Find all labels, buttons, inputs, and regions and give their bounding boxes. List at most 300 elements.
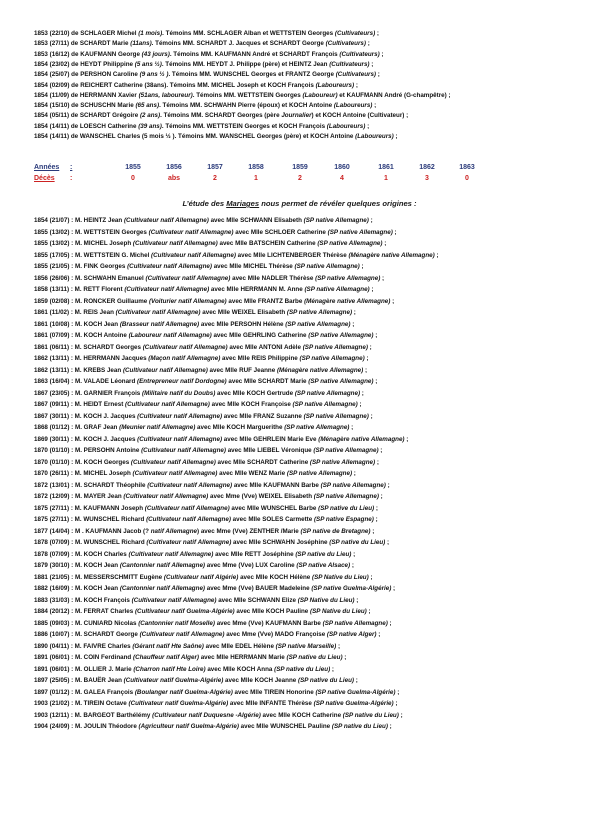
record-part: (SP native Allemagne) — [308, 332, 374, 339]
record-part: 1859 (02/08) : M. RONCKER Guillaume — [34, 297, 149, 305]
record-part: (Cultivateur natif Allemagne) — [123, 217, 209, 224]
marriage-record — [34, 308, 356, 317]
record-part: 1884 (20/12) : M. FERRAT Charles — [34, 608, 135, 615]
record-part: (SP native Allemagne) — [309, 458, 376, 466]
record-part: 1861 (10/08) : M. KOCH Jean — [34, 320, 120, 328]
record-part: (Boulanger natif Guelma-Algérie) — [134, 688, 233, 696]
stats-year: 1858 — [248, 164, 264, 171]
record-part: (Cultivateur natif Allemagne) — [145, 274, 231, 282]
record-part: 1855 (17/05) : M. WETTSTEIN G. Michel — [34, 251, 152, 259]
record-part: (Cultivateur natif Allemagne) — [132, 470, 218, 477]
record-part: ; — [392, 228, 397, 236]
record-part: avec Mlle EDEL Hélène — [203, 642, 276, 650]
record-part: ; — [375, 30, 379, 37]
record-part: (Laboureurs) — [315, 81, 355, 89]
marriage-record — [34, 377, 377, 386]
record-part: ; — [360, 389, 364, 397]
marriage-record — [34, 619, 392, 628]
record-part: 1863 (16/04) : M. VALADE Léonard — [34, 378, 138, 385]
record-part: (SP native Allemagne) — [327, 228, 393, 236]
marriage-record — [34, 354, 369, 363]
record-part: avec Mlle MICHEL Thérèse — [211, 263, 295, 270]
record-part: (Cultivateur natif Allemagne) — [123, 493, 209, 500]
record-part: ; — [367, 343, 372, 351]
stats-death-count: 0 — [131, 175, 135, 182]
record-part: (Militaire natif du Doubs) — [142, 389, 216, 397]
record-part: Journalier — [281, 112, 312, 120]
intro-before: L’étude des — [182, 199, 227, 208]
record-part: (Cultivateur natif Allemagne) — [115, 309, 201, 316]
record-part: (Ménagère native Allemagne) — [304, 297, 391, 305]
record-part: 1883 (31/03) : M. KOCH François — [34, 596, 132, 604]
record-part: ; — [369, 286, 374, 293]
record-part: avec Mlle SCHWANN Elize — [216, 596, 298, 604]
record-part: (Laboureurs) — [333, 102, 373, 110]
record-part: avec Mlle KOCH Pauline — [234, 608, 311, 615]
record-part: 1858 (13/11) : M. RETT Florent — [34, 286, 125, 293]
record-part: (Gérant natif Hte Saône) — [132, 642, 204, 650]
record-part: 1904 (24/09) : M. JOULIN Théodore — [34, 723, 139, 730]
record-part: (Cultivateur natif Allemagne) — [146, 516, 231, 523]
record-part: ; — [373, 516, 378, 523]
death-record — [34, 101, 376, 110]
record-part: (Maçon natif Allemagne) — [148, 355, 221, 362]
record-part: . Témoins MM. SCHLAGER Alban et WETTSTEIN Georges — [162, 30, 335, 37]
record-part: . Témoins MM. WUNSCHEL Georges et FRANTZ George — [168, 71, 336, 79]
record-part: (Laboureurs) — [355, 133, 394, 140]
record-part: 1879 (30/10) : M. KOCH Jean — [34, 562, 120, 569]
record-part: (Cultivateur natif Allemagne) — [128, 550, 214, 558]
marriage-record — [34, 481, 390, 490]
record-part: avec Mme (Vve) LUX Caroline — [205, 562, 297, 569]
stats-year: 1857 — [207, 164, 223, 171]
record-part: (Cantonnier natif Allemagne) — [119, 585, 206, 592]
record-part: (SP native Allemagne) — [294, 389, 361, 397]
marriage-record — [34, 596, 358, 605]
record-part: ; — [359, 263, 364, 270]
record-part: avec Mlle SCHARDT Marie — [226, 378, 309, 385]
marriage-record — [34, 504, 378, 513]
record-part: ; — [390, 297, 395, 305]
record-part: avec Mlle KOCH Gertrude — [215, 389, 295, 397]
record-part: ; — [354, 81, 358, 89]
record-part: (SP native Marseille) — [275, 642, 337, 650]
record-part: 1854 (02/09) de REICHERT Catherine (38ans). Témoins MM. MICHEL Joseph et KOCH François — [34, 81, 316, 89]
record-part: ; — [376, 631, 381, 638]
marriage-record — [34, 285, 373, 294]
record-part: ; — [365, 40, 370, 48]
record-part: (Cultivateurs) — [339, 50, 380, 58]
marriage-record — [34, 435, 408, 444]
stats-death-count: 1 — [254, 175, 258, 182]
record-part: 1867 (09/11) : M. HEIDT Ernest — [34, 401, 126, 408]
record-part: ; — [354, 677, 358, 684]
record-part: (Laboureur) — [302, 91, 338, 99]
record-part: (SP native Allemagne) — [322, 619, 388, 627]
record-part: (1 mois) — [138, 30, 163, 37]
record-part: ; — [365, 122, 370, 130]
record-part: (SP native du Lieu) — [286, 654, 343, 661]
record-part: (Cultivateur natif Allemagne) — [122, 366, 208, 374]
marriage-record — [34, 550, 355, 559]
record-part: (Cultivateur natif Allemagne) — [124, 286, 210, 293]
record-part: ; — [387, 723, 392, 730]
record-part: (SP native Espagne) — [313, 516, 374, 523]
record-part: (SP native Guelma-Algérie) — [313, 700, 394, 707]
record-part: (Cultivateur natif Allemagne) — [139, 631, 225, 638]
record-part: avec Mlle KOCH Anna — [205, 665, 275, 673]
record-part: . Témoins MM. WETTSTEIN Georges — [192, 91, 303, 99]
death-record — [34, 60, 373, 69]
record-part: (Agriculteur natif Guelma-Algérie) — [138, 723, 239, 730]
marriage-record — [34, 331, 377, 340]
record-part: 1853 (16/12) de KAUFMANN George — [34, 50, 142, 58]
record-part: (SP native Allemagne) — [303, 412, 369, 420]
record-part: ; — [387, 619, 392, 627]
record-part: 1867 (23/05) : M. GARNIER François — [34, 389, 143, 397]
stats-year: 1856 — [166, 164, 182, 171]
record-part: 1903 (12/11) : M. BARGEOT Barthélémy — [34, 711, 153, 719]
record-part: . Témoins MM. KAUFMANN André et SCHARDT François — [169, 50, 340, 58]
record-part: avec Mlle RETT Joséphine — [213, 550, 296, 558]
marriage-record — [34, 458, 379, 467]
record-part: (Cultivateurs) — [335, 71, 377, 79]
marriage-record — [34, 630, 380, 639]
record-part: (Cultivateur natif Allemagne) — [127, 263, 212, 270]
record-part: (Brasseur natif Allemagne) — [119, 320, 200, 328]
record-part: 1870 (01/10) : M. PERSOHN Antoine — [34, 447, 142, 454]
record-part: (SP native du Lieu) — [274, 665, 331, 673]
record-part: (Cultivateur natif Guelma-Algérie) — [134, 608, 235, 615]
record-part: (SP native du Lieu) — [297, 677, 355, 684]
marriage-record — [34, 527, 374, 536]
marriage-record — [34, 400, 362, 409]
stats-death-count: 2 — [213, 175, 217, 182]
marriage-record — [34, 251, 439, 260]
record-part: (SP native du Lieu) — [295, 550, 352, 558]
marriage-record — [34, 412, 373, 421]
record-part: 1875 (27/11) : M. WUNSCHEL Richard — [34, 516, 147, 523]
record-part: avec Mlle HERRMANN M. Anne — [209, 286, 305, 293]
marriage-record — [34, 653, 346, 662]
record-part: 1854 (23/02) de HEYDT Philippine — [34, 60, 135, 68]
record-part: (Cultivateur natif Allemagne) — [146, 539, 232, 546]
record-part: 1878 (07/09) : M. KOCH Charles — [34, 550, 129, 558]
record-part: avec Mme (Vve) WEIXEL Elisabeth — [208, 493, 314, 500]
record-part: ; — [350, 562, 354, 569]
record-part: ; — [368, 573, 373, 581]
record-part: avec Mlle WUNSCHEL Pauline — [238, 723, 332, 730]
marriage-record — [34, 665, 334, 674]
record-part: (SP native Allemagne) — [285, 320, 351, 328]
record-part: (43 jours) — [141, 50, 170, 58]
record-part: et KAUFMANN André (G-champêtre) ; — [337, 91, 451, 99]
record-part: 1891 (06/01) : M. OLLIER J. Marie — [34, 665, 134, 673]
record-part: avec Mlle INFANTE Thérèse — [228, 700, 314, 707]
record-part: ; — [385, 481, 390, 489]
record-part: (Cultivateurs) — [329, 60, 370, 68]
intro-underlined: Mariages — [226, 199, 260, 208]
stats-year: 1861 — [378, 164, 394, 171]
record-part: ; — [368, 217, 373, 224]
record-part: ; — [374, 504, 378, 512]
marriage-record — [34, 262, 364, 271]
marriage-record — [34, 711, 403, 720]
marriage-record — [34, 722, 392, 731]
record-part: (SP native Allemagne) — [313, 493, 379, 500]
record-part: (SP native du Lieu) — [329, 539, 386, 546]
marriage-record — [34, 343, 372, 352]
record-part: ; — [373, 332, 378, 339]
record-part: 1881 (21/05) : M. MESSERSCHMITT Eugène — [34, 573, 164, 581]
marriage-record — [34, 573, 373, 582]
stats-year: 1863 — [459, 164, 475, 171]
record-part: ; — [336, 642, 341, 650]
record-part: (Cultivateur natif Allemagne) — [131, 596, 217, 604]
record-part: ; — [370, 527, 375, 535]
record-part: (SP native Guelma-Algérie) — [315, 688, 396, 696]
record-part: 1855 (13/02) : M. MICHEL Joseph — [34, 240, 133, 247]
record-part: (Cultivateur natif Allemagne) — [151, 251, 236, 259]
record-part: avec Mlle GEHRLEIN Marie Eve — [222, 435, 319, 443]
record-part: ) avec Mme (Vve) ZENTHER /Marie — [197, 527, 301, 535]
record-part: avec Mme (Vve) MADO Françoise — [224, 631, 327, 638]
stats-death-count: abs — [167, 175, 181, 182]
marriage-record — [34, 688, 399, 697]
record-part: (Ménagère native Allemagne) — [276, 366, 364, 374]
record-part: ; — [382, 240, 387, 247]
death-record — [34, 122, 369, 131]
record-part: (Cultivateur natif Allemagne) — [137, 435, 223, 443]
stats-death-count: 1 — [384, 175, 388, 182]
record-part: 1856 (26/06) : M. SCHWAHN Emanuel — [34, 274, 146, 282]
record-part: (Cultivateur natif Allemagne) — [141, 447, 226, 454]
death-record — [34, 29, 379, 38]
marriage-record — [34, 274, 384, 283]
record-part: (Cultivateur natif Allemagne) — [137, 412, 223, 420]
death-record — [34, 91, 451, 100]
record-part: 1903 (21/02) : M. TIREIN Octave — [34, 700, 129, 707]
record-part: 1877 (14/04) : M . KAUFMANN Jacob (? — [34, 527, 151, 535]
record-part: ; — [372, 102, 377, 110]
record-part: avec Mlle REIS Philippine — [220, 355, 300, 362]
record-part: avec Mlle LICHTENBERGER Thérèse — [235, 251, 349, 259]
record-part: . Témoins MM. HEYDT J. Philippe (père) et HEINTZ Jean — [161, 60, 330, 68]
marriage-record — [34, 699, 397, 708]
record-part: 1853 (22/10) de SCHLAGER Michel — [34, 30, 139, 37]
record-part: ; — [357, 401, 362, 408]
record-part: 1886 (10/07) : M. SCHARDT George — [34, 631, 140, 638]
years-colon: : — [70, 164, 73, 171]
record-part: 1897 (01/12) : M. GALEA François — [34, 688, 135, 696]
stats-year: 1855 — [125, 164, 141, 171]
record-part: (11ans) — [130, 40, 152, 48]
record-part: ; — [368, 412, 373, 420]
record-part: 1890 (04/11) : M. FAIVRE Charles — [34, 642, 133, 650]
record-part: ; — [352, 309, 356, 316]
record-part: (SP native Allemagne) — [286, 309, 353, 316]
record-part: avec Mlle NADLER Thérèse — [230, 274, 316, 282]
marriage-record — [34, 366, 367, 375]
record-part: (SP native Allemagne) — [299, 355, 365, 362]
record-part: (SP native Allemagne) — [317, 240, 383, 247]
record-part: (SP native Allemagne) — [302, 343, 368, 351]
record-part: (SP native Allemagne) — [313, 447, 379, 454]
record-part: (SP Native du Lieu) — [310, 608, 367, 615]
record-part: 1868 (01/12) : M. GRAF Jean — [34, 424, 120, 431]
record-part: (SP native du Lieu) — [342, 711, 399, 719]
death-record — [34, 70, 380, 79]
record-part: (SP native Allemagne) — [303, 217, 369, 224]
marriage-record — [34, 676, 358, 685]
record-part: avec Mlle SCHLOER Catherine — [233, 228, 328, 236]
record-part: ; — [391, 585, 396, 592]
death-record — [34, 111, 408, 120]
stats-death-count: 2 — [298, 175, 302, 182]
record-part: ; — [376, 71, 380, 79]
stats-year: 1860 — [334, 164, 350, 171]
record-part: ) et KOCH Antoine (Cultivateur) ; — [311, 112, 409, 120]
record-part: avec Mlle WENZ Marie — [217, 470, 287, 477]
record-part: avec Mlle BATSCHEIN Catherine — [217, 240, 318, 247]
record-part: ; — [351, 550, 356, 558]
record-part: 1855 (13/02) : M. WETTSTEIN Georges — [34, 228, 149, 236]
record-part: avec Mlle SCHWANN Elisabeth — [208, 217, 304, 224]
record-part: avec Mlle SOLES Carmette — [230, 516, 314, 523]
marriage-record — [34, 584, 395, 593]
stats-death-count: 0 — [465, 175, 469, 182]
record-part: ; — [330, 665, 334, 673]
record-part: 1875 (27/11) : M. KAUFMANN Joseph — [34, 504, 145, 512]
record-part: (Cultivateur natif Allemagne) — [148, 228, 234, 236]
record-part: ; — [395, 688, 400, 696]
record-part: (Cultivateur natif Guelma-Algérie) — [128, 700, 229, 707]
record-part: (2 ans) — [139, 112, 161, 120]
record-part: 1872 (13/01) : M. SCHARDT Théophile — [34, 481, 148, 489]
record-part: 1854 (05/11) de SCHARDT Grégoire — [34, 112, 140, 120]
record-part: (Ménagère native Allemagne) — [348, 251, 435, 259]
record-part: (Laboureur natif Allemagne) — [128, 332, 212, 339]
record-part: avec Mlle FRANTZ Barbe — [226, 297, 305, 305]
intro-after: nous permet de révéler quelques origines : — [259, 199, 417, 208]
record-part: 1870 (01/10) : M. KOCH Georges — [34, 458, 131, 466]
record-part: (SP Native du Lieu) — [311, 573, 369, 581]
death-record — [34, 81, 358, 90]
stats-year: 1859 — [292, 164, 308, 171]
record-part: (Cultivateur natif Allemagne) — [147, 481, 233, 489]
record-part: avec Mlle KOCH Françoise — [209, 401, 293, 408]
record-part: (Charron natif Hte Loire) — [133, 665, 206, 673]
record-part: (Laboureurs) — [326, 122, 366, 130]
marriage-record — [34, 389, 364, 398]
record-part: (SP native Allemagne) — [320, 481, 386, 489]
stats-death-count: 3 — [425, 175, 429, 182]
years-label: Années — [34, 164, 60, 171]
record-part: (Cultivateur natif Allemagne) — [144, 504, 230, 512]
record-part: . Témoins MM. SCHARDT Georges (père — [160, 112, 282, 120]
marriage-record — [34, 538, 389, 547]
record-part: 1869 (30/11) : M. KOCH J. Jacques — [34, 435, 138, 443]
record-part: (SP native Guelma-Algérie) — [311, 585, 392, 592]
record-part: avec Mme (Vve) KAUFMANN Barbe — [214, 619, 323, 627]
record-part: ; — [349, 424, 354, 431]
record-part: (Entrepreneur natif Dordogne) — [137, 378, 227, 385]
record-part: ; — [364, 355, 369, 362]
death-record — [34, 39, 370, 48]
record-part: (Cultivateur natif Allemagne) — [142, 343, 228, 351]
record-part: (SP native Allemagne) — [308, 378, 374, 385]
record-part: 1861 (07/09) : M. KOCH Antoine — [34, 332, 129, 339]
marriage-record — [34, 469, 356, 478]
marriage-record — [34, 228, 397, 237]
record-part: 1891 (06/01) : M. COIN Ferdinand — [34, 654, 133, 661]
record-part: (SP native Allemagne) — [294, 263, 360, 270]
marriage-record — [34, 216, 373, 225]
record-part: (Cultivateur natif Duquesne -Algérie) — [152, 711, 261, 719]
record-part: avec Mlle WEIXEL Elisabeth — [200, 309, 287, 316]
record-part: ; — [385, 539, 390, 546]
record-part: (SP native de Bretagne) — [300, 527, 371, 535]
death-record — [34, 132, 398, 141]
record-part: (Cantonnier natif Allemagne) — [119, 562, 206, 569]
record-part: avec Mlle GEHRLING Catherine — [211, 332, 309, 339]
marriage-record — [34, 492, 383, 501]
record-part: (SP native Alsace) — [296, 562, 351, 569]
record-part: (Cantonnier natif Moselle) — [138, 619, 215, 627]
marriage-record — [34, 515, 378, 524]
record-part: 1854 (21/07) : M. HEINTZ Jean — [34, 217, 124, 224]
record-part: (SP native Allemagne) — [304, 286, 370, 293]
record-part: avec Mlle HERRMANN Marie — [198, 654, 287, 661]
record-part: (SP Native du Lieu) — [297, 596, 355, 604]
record-part: 1872 (12/09) : M. MAYER Jean — [34, 493, 124, 500]
record-part: 1854 (14/11) de LOESCH Catherine — [34, 122, 139, 130]
marriage-record — [34, 320, 354, 329]
record-part: avec Mlle KOCH Marguerithe — [195, 424, 285, 431]
record-part: 1867 (30/11) : M. KOCH J. Jacques — [34, 412, 138, 420]
record-part: natif Allemagne — [150, 527, 198, 535]
record-part: 1854 (11/09) de HERRMANN Xavier — [34, 91, 139, 99]
record-part: ; — [342, 654, 347, 661]
record-part: (SP native du Lieu) — [331, 723, 388, 730]
record-part: ; — [375, 458, 379, 466]
record-part: (SP native Allemagne) — [284, 424, 350, 431]
record-part: (Cultivateur natif Allemagne) — [130, 458, 216, 466]
record-part: ; — [366, 608, 371, 615]
record-part: (5 ans ½) — [134, 60, 162, 68]
record-part: (Ménagère native Allemagne) — [318, 435, 405, 443]
record-part: avec Mlle RUF Jeanne — [207, 366, 277, 374]
record-part: . Témoins MM. SCHARDT J. Jacques et SCHARDT George — [151, 40, 326, 48]
deaths-label: Décès — [34, 175, 55, 182]
record-part: avec Mlle KOCH Jeanne — [223, 677, 298, 684]
record-part: (Voiturier natif Allemagne) — [148, 297, 227, 305]
record-part: 1878 (07/09) : M. WUNSCHEL Richard — [34, 539, 147, 546]
stats-year: 1862 — [419, 164, 435, 171]
record-part: avec Mlle FRANZ Suzanne — [222, 412, 304, 420]
marriages-intro — [0, 199, 599, 208]
marriage-record — [34, 297, 394, 306]
record-part: ; — [380, 274, 385, 282]
record-part: (39 ans) — [138, 122, 162, 130]
record-part: avec Mlle WUNSCHEL Barbe — [229, 504, 319, 512]
record-part: ; — [354, 596, 359, 604]
death-record — [34, 50, 384, 59]
record-part: . Témoins MM. SCHWAHN Pierre (époux) et KOCH Antoine — [159, 102, 334, 110]
record-part: ; — [363, 366, 368, 374]
marriage-record — [34, 446, 382, 455]
record-part: (Cultivateur natif Algérie) — [163, 573, 239, 581]
